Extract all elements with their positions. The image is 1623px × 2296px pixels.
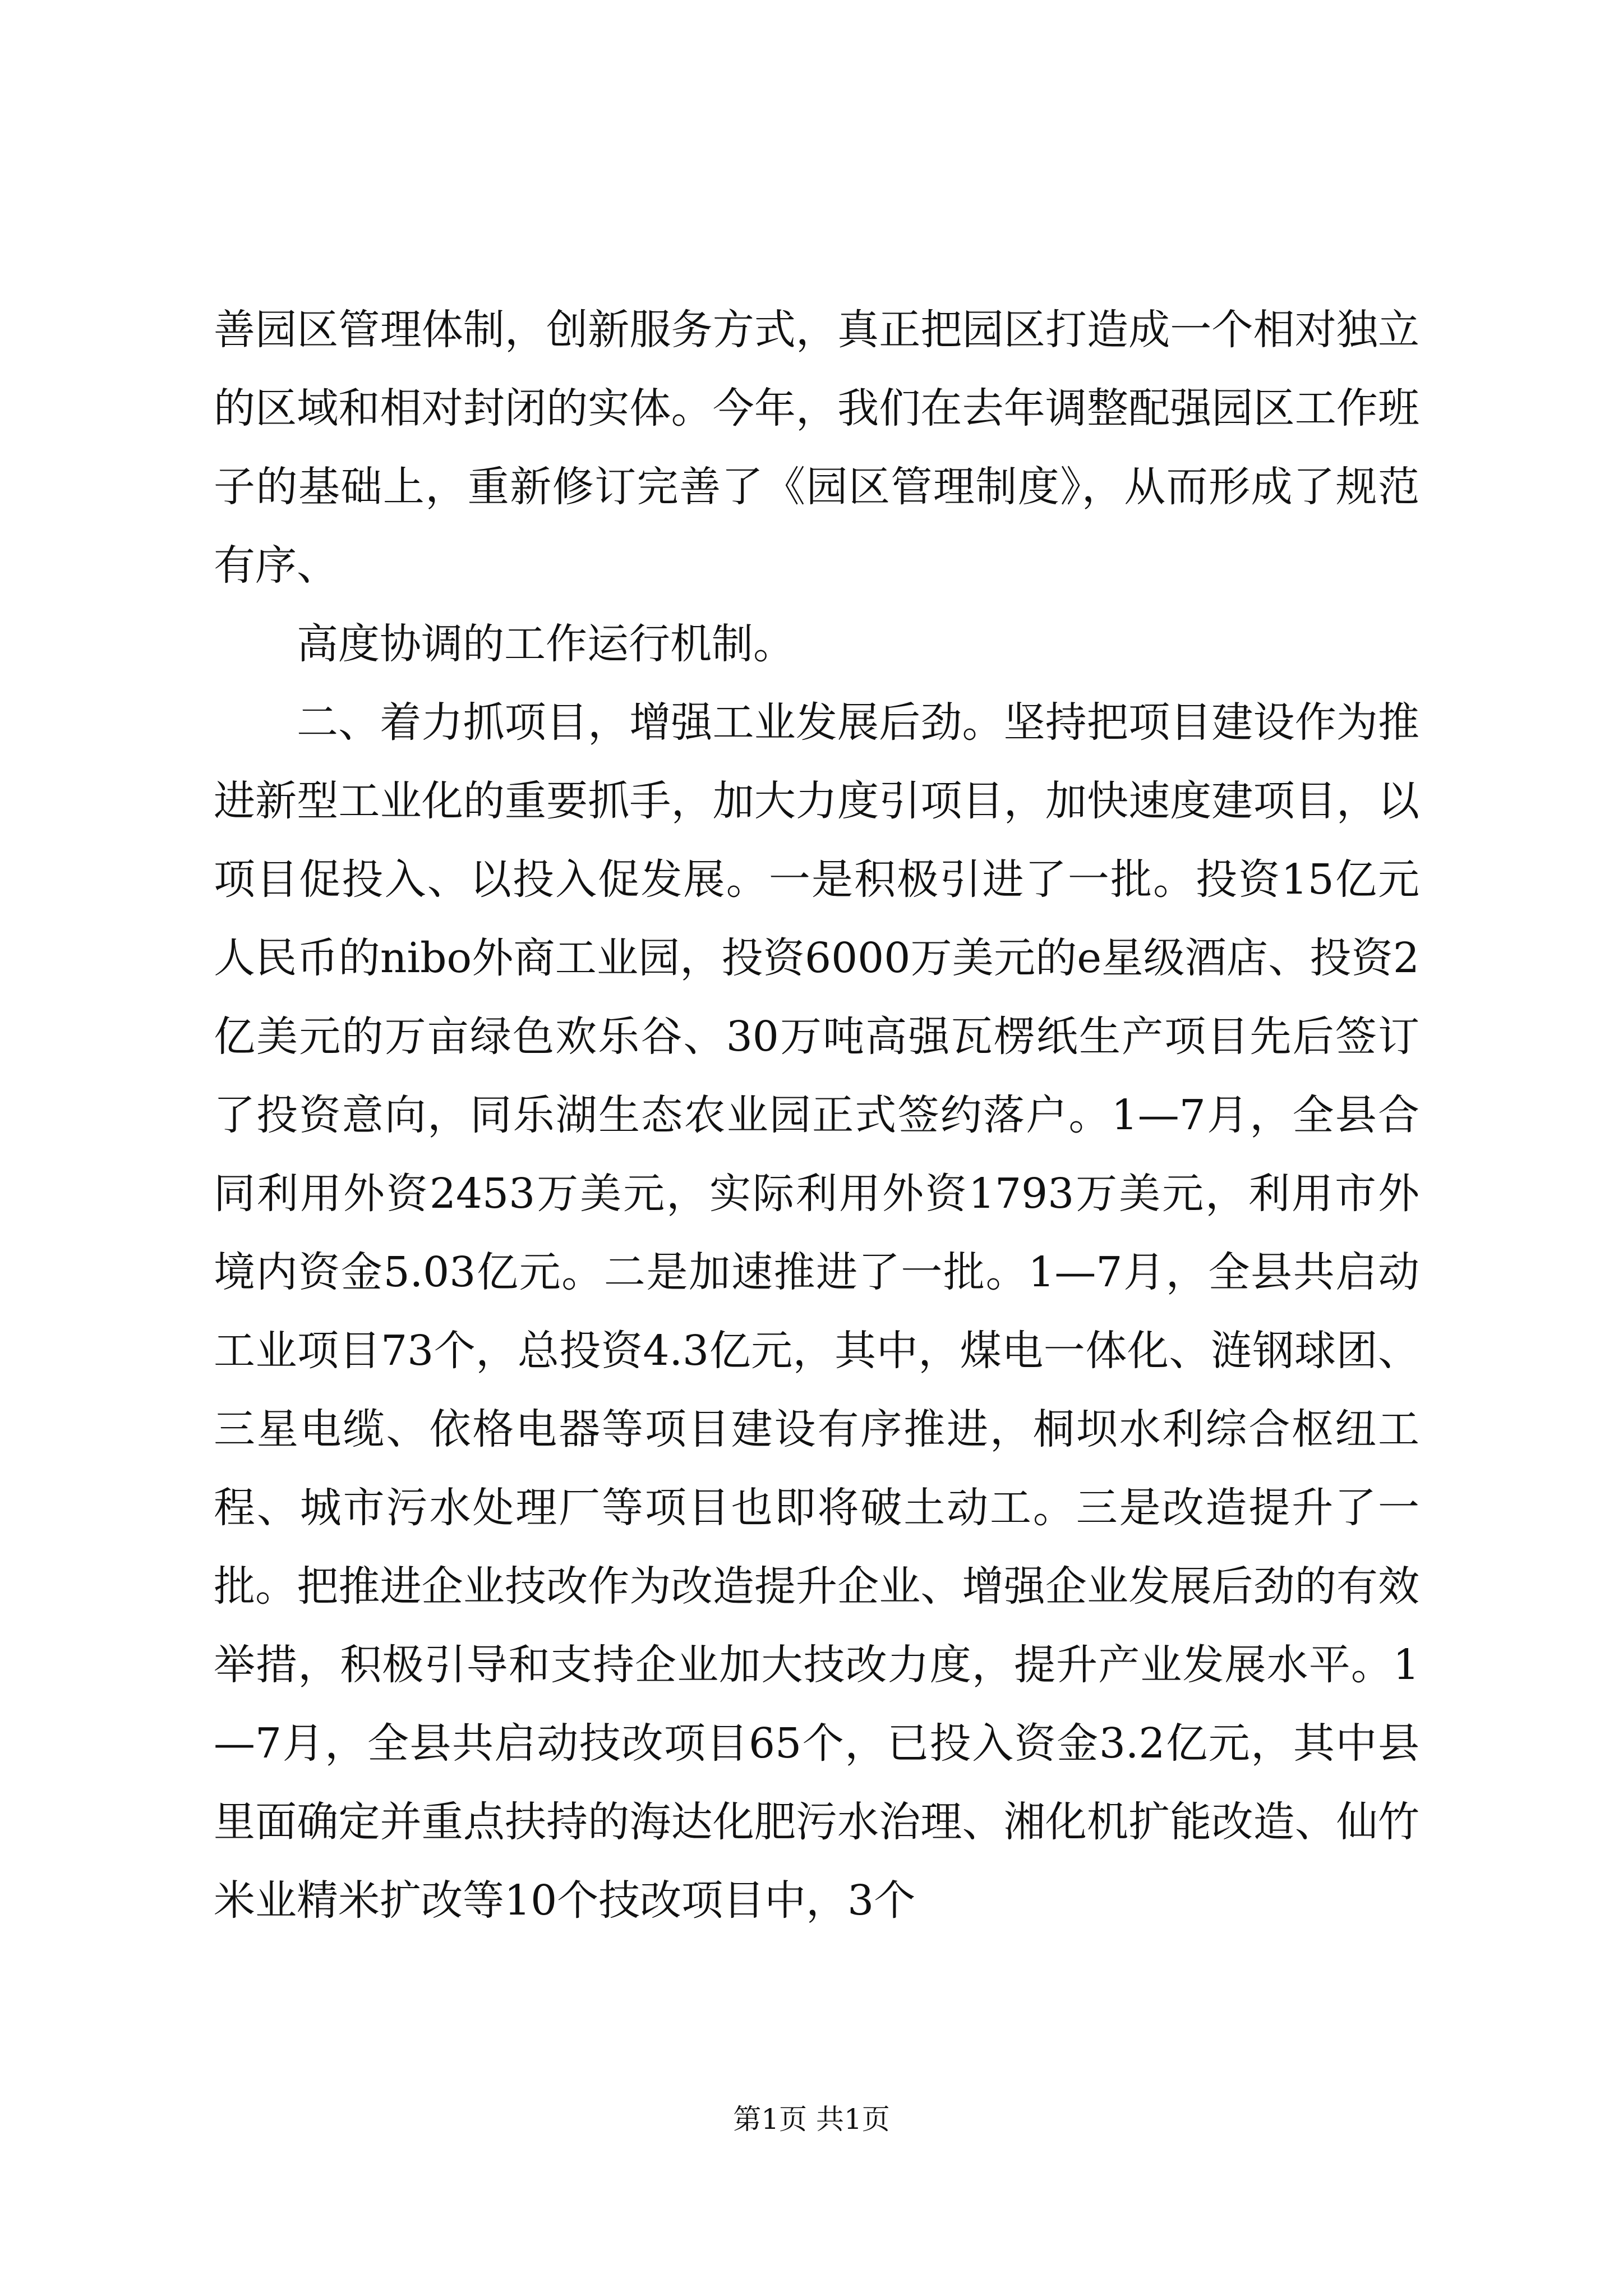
page-footer: 第1页 共1页 xyxy=(733,2103,890,2136)
paragraph-1: 善园区管理体制，创新服务方式，真正把园区打造成一个相对独立的区域和相对封闭的实体。今年，我们在去年调整配强园区工作班子的基础上，重新修订完善了《园区管理制度》，从而形成了规范有序、 xyxy=(214,306,1419,590)
document-body xyxy=(214,291,1419,1940)
paragraph-2: 高度协调的工作运行机制。 xyxy=(297,620,795,668)
paragraph-3: 二、着力抓项目，增强工业发展后劲。坚持把项目建设作为推进新型工业化的重要抓手，加大力度引项目，加快速度建项目，以项目促投入、以投入促发展。一是积极引进了一批。投资15亿元人民币的nibo外商工业园，投资6000万美元的e星级酒店、投资2亿美元的万亩绿色欢乐谷、30万吨高强瓦楞纸生产项目先后签订了投资意向，同乐湖生态农业园正式签约落户。1—7月，全县合同利用外资2453万美元，实际利用外资1793万美元，利用市外境内资金5.03亿元。二是加速推进了一批。1—7月，全县共启动工业项目73个，总投资4.3亿元，其中，煤电一体化、涟钢球团、三星电缆、依格电器等项目建设有序推进，桐坝水利综合枢纽工程、城市污水处理厂等项目也即将破土动工。三是改造提升了一批。把推进企业技改作为改造提升企业、增强企业发展后劲的有效举措，积极引导和支持企业加大技改力度，提升产业发展水平。1—7月，全县共启动技改项目65个，已投入资金3.2亿元，其中县里面确定并重点扶持的海达化肥污水治理、湘化机扩能改造、仙竹米业精米扩改等10个技改项目中，3个 xyxy=(214,698,1419,1925)
